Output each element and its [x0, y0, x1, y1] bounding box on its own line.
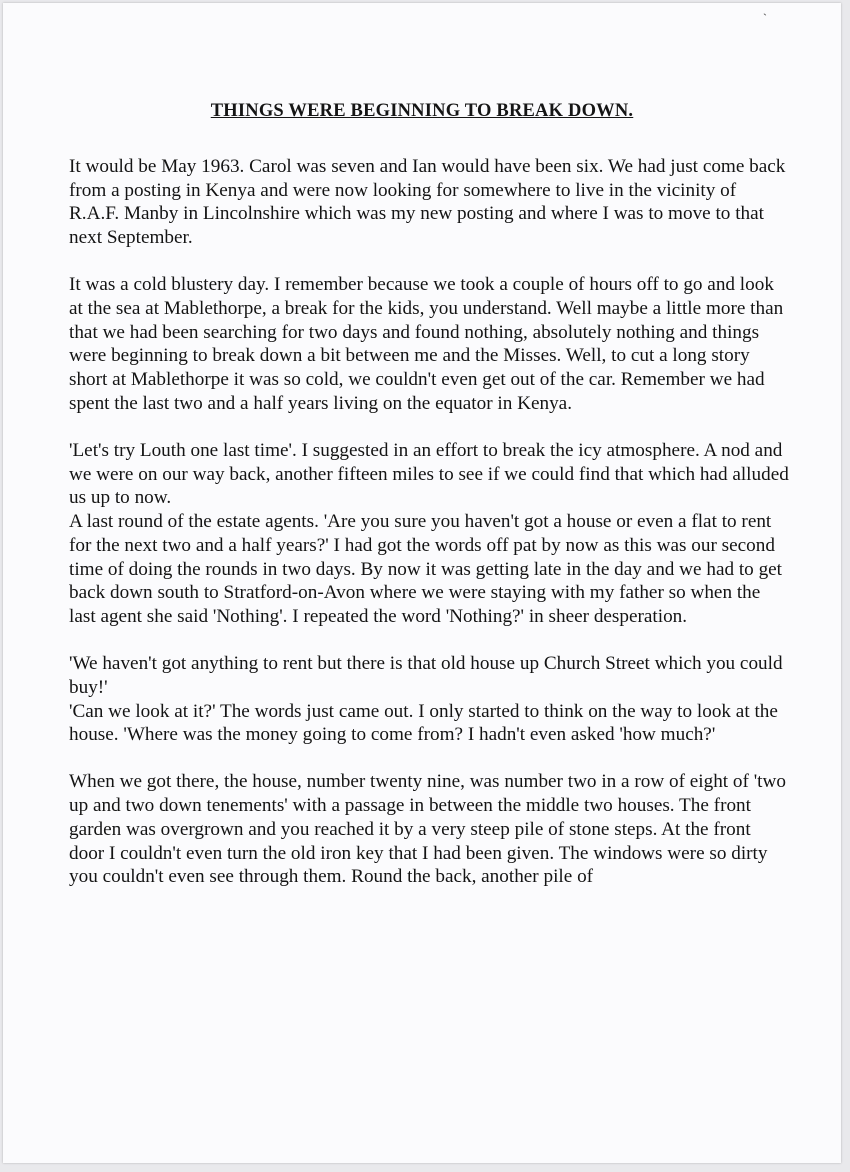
paragraph: 'Can we look at it?' The words just came out. I only started to think on the way to look at the house. 'Where was the money going to come from? I hadn't even asked 'how much?'	[69, 700, 778, 746]
paragraph: It was a cold blustery day. I remember because we took a couple of hours off to go and look at the sea at Mablethorpe, a break for the kids, you understand. Well maybe a little more than that we had been searching for two days and found nothing, absolutely nothing and things were beginning to break down a bit between me and the Misses. Well, to cut a long story short at Mablethorpe it was so cold, we couldn't even get out of the car. Remember we had spent the last two and a half years living on the equator in Kenya.	[69, 274, 784, 414]
paragraph: When we got there, the house, number twenty nine, was number two in a row of eight of 'two up and two down tenements' with a passage in between the middle two houses. The front garden was overgrown and you reached it by a very steep pile of stone steps. At the front door I couldn't even turn the old iron key that I had been given. The windows were so dirty you couldn't even see through them. Round the back, another pile of	[69, 771, 786, 888]
page-title: THINGS WERE BEGINNING TO BREAK DOWN.	[210, 101, 634, 121]
document-page	[3, 3, 841, 1163]
paragraph: 'We haven't got anything to rent but there is that old house up Church Street which you could buy!'	[69, 653, 783, 698]
paragraph: It would be May 1963. Carol was seven and Ian would have been six. We had just come back from a posting in Kenya and were now looking for somewhere to live in the vicinity of R.A.F. Manby in Lincolnshire which was my new posting and where I was to move to that next September.	[69, 156, 786, 249]
story-body	[69, 155, 789, 912]
paragraph: 'Let's try Louth one last time'. I suggested in an effort to break the icy atmosphere. A nod and we were on our way back, another fifteen miles to see if we could find that which had alluded us up to now.	[69, 440, 789, 509]
paragraph: A last round of the estate agents. 'Are you sure you haven't got a house or even a flat to rent for the next two and a half years?' I had got the words off pat by now as this was our second time of doing the rounds in two days. By now it was getting late in the day and we had to get back down south to Stratford-on-Avon where we were staying with my father so when the last agent she said 'Nothing'. I repeated the word 'Nothing?' in sheer desperation.	[69, 511, 783, 627]
corner-mark: `	[763, 11, 767, 25]
